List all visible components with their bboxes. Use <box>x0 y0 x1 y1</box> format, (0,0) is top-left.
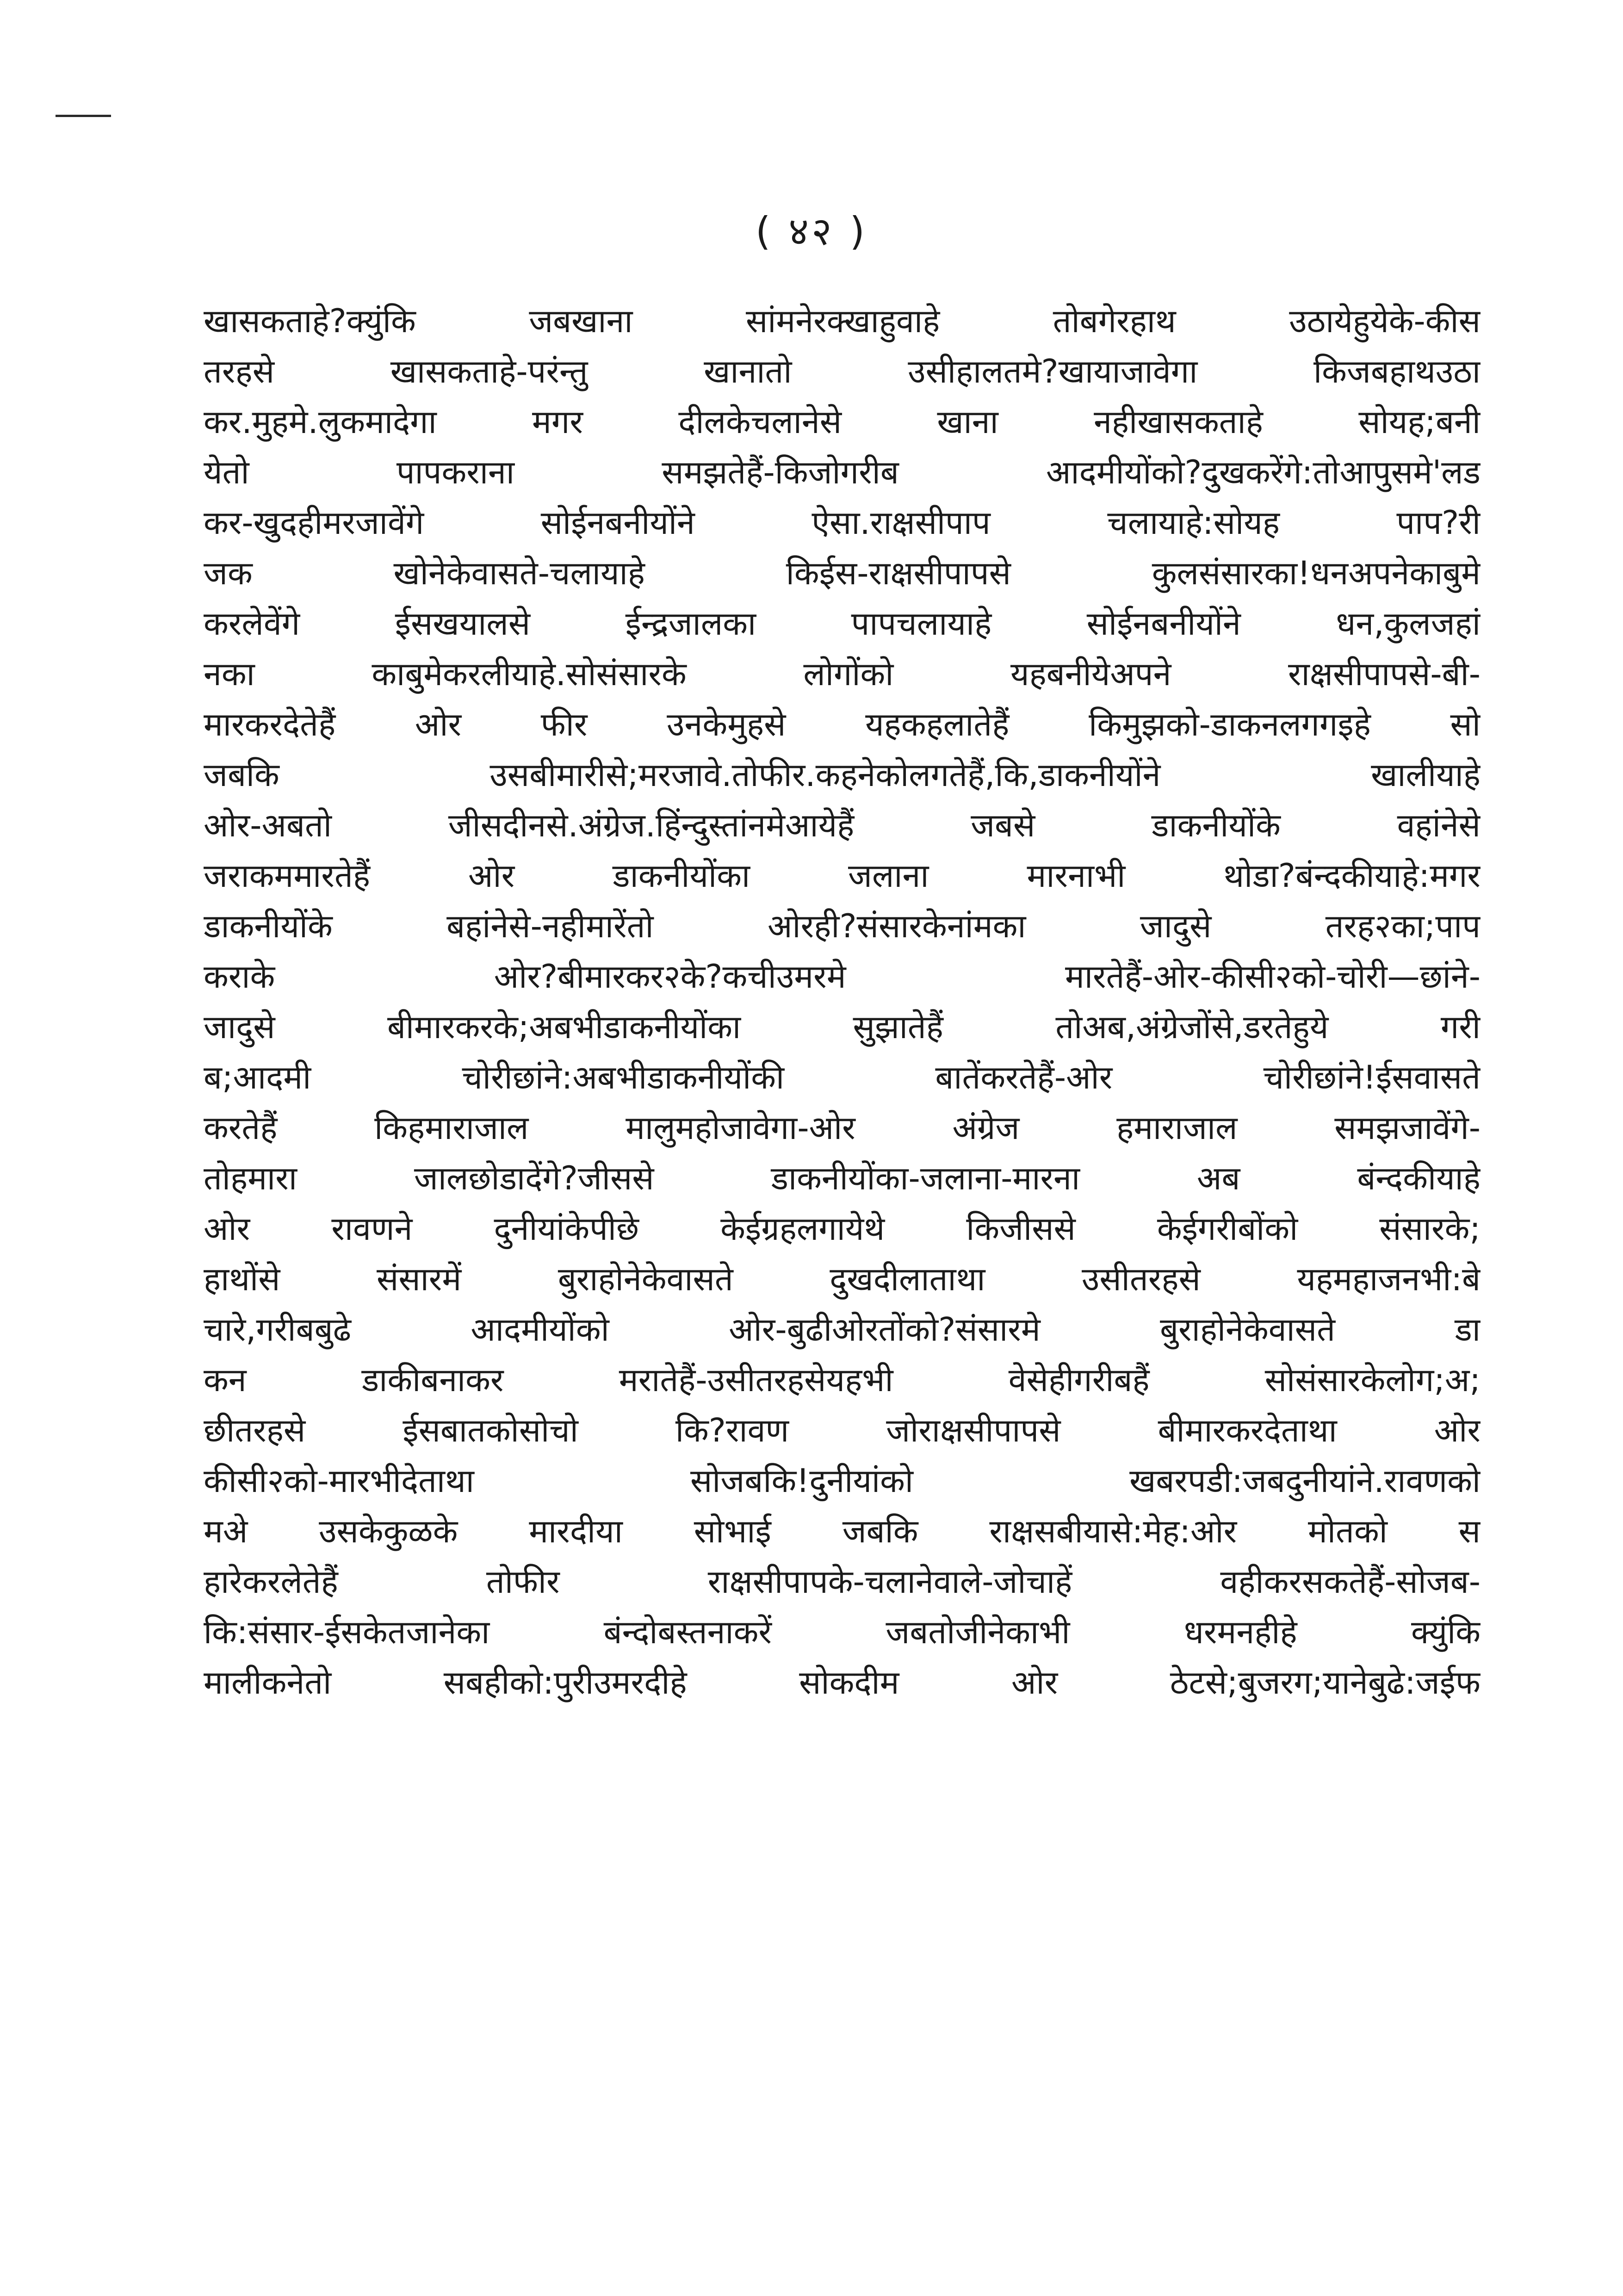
text-line: छीतरहसे ईसबातकोसोचो कि?रावण जोराक्षसीपापसे बीमारकरदेताथा ओर <box>204 1411 1481 1449</box>
text-line: जक खोनेकेवासते-चलायाहे किईस-राक्षसीपापसे कुलसंसारका!धनअपनेकाबुमे <box>204 554 1481 592</box>
text-line: कन डाकीबनाकर मरातेहैं-उसीतरहसेयहभी वेसेहीगरीबहैं सोसंसारकेलोग;अ; <box>204 1361 1481 1399</box>
text-line: मारकरदेतेहैं ओर फीर उनकेमुहसे यहकहलातेहैं किमुझको-डाकनलगगइहे सो <box>204 706 1481 743</box>
text-line: चारे,गरीबबुढे आदमीयोंको ओर-बुढीओरतोंको?संसारमे बुराहोनेकेवासते डा <box>204 1311 1481 1349</box>
text-line: ब;आदमी चोरीछांने:अबभीडाकनीयोंकी बातेंकरतेहैं-ओर चोरीछांने!ईसवासते <box>204 1058 1481 1096</box>
text-line: कीसी२को-मारभीदेताथा सोजबकि!दुनीयांको खबरपडी:जबदुनीयांने.रावणको <box>204 1462 1481 1500</box>
text-line: तरहसे खासकताहे-परंन्तु खानातो उसीहालतमे?खायाजावेगा किजबहाथउठा <box>204 353 1481 390</box>
text-line: ओर रावणने दुनीयांकेपीछे केईग्रहलगायेथे किजीससे केईगरीबोंको संसारके; <box>204 1210 1481 1248</box>
text-line: कर.मुहमे.लुकमादेगा मगर दीलकेचलानेसे खाना नहीखासकताहे सोयह;बनी <box>204 403 1481 441</box>
text-line: हारेकरलेतेहैं तोफीर राक्षसीपापके-चलानेवाले-जोचाहें वहीकरसकतेहैं-सोजब- <box>204 1563 1481 1601</box>
text-line: करतेहैं किहमाराजाल मालुमहोजावेगा-ओर अंग्रेज हमाराजाल समझजावेंगे- <box>204 1109 1481 1147</box>
text-line: हाथोंसे संसारमें बुराहोनेकेवासते दुखदीलाताथा उसीतरहसे यहमहाजनभी:बे <box>204 1260 1481 1298</box>
text-line: ओर-अबतो जीसदीनसे.अंग्रेज.हिंन्दुस्तांनमेआयेहैं जबसे डाकनीयोंके वहांनेसे <box>204 806 1481 844</box>
text-line: येतो पापकराना समझतेहैं-किजोगरीब आदमीयोंको?दुखकरेंगे:तोआपुसमे'लड <box>204 453 1481 491</box>
text-line: करलेवेंगे ईसखयालसे ईन्द्रजालका पापचलायाहे सोईनबनीयोंने धन,कुलजहां <box>204 605 1481 643</box>
text-line: जबकि उसबीमारीसे;मरजावे.तोफीर.कहनेकोलगतेहैं,कि,डाकनीयोंने खालीयाहे <box>204 756 1481 794</box>
text-line: जादुसे बीमारकरके;अबभीडाकनीयोंका सुझातेहैं तोअब,अंग्रेजोंसे,डरतेहुये गरी <box>204 1008 1481 1046</box>
text-line: तोहमारा जालछोडादेंगे?जीससे डाकनीयोंका-जलाना-मारना अब बंन्दकीयाहे <box>204 1159 1481 1197</box>
text-line: नका काबुमेकरलीयाहे.सोसंसारके लोगोंको यहबनीयेअपने राक्षसीपापसे-बी- <box>204 655 1481 693</box>
page-number: ( ४२ ) <box>755 209 868 254</box>
text-line: मालीकनेतो सबहीको:पुरीउमरदीहे सोकदीम ओर ठेटसे;बुजरग;यानेबुढे:जईफ <box>204 1664 1481 1702</box>
text-line: खासकताहे?क्युंकि जबखाना सांमनेरक्खाहुवाहे तोबगेरहाथ उठायेहुयेके-कीस <box>204 302 1481 340</box>
body-text <box>204 296 1481 1708</box>
text-line: डाकनीयोंके बहांनेसे-नहीमारेंतो ओरही?संसारकेनांमका जादुसे तरह२का;पाप <box>204 907 1481 945</box>
text-line: कर-खुदहीमरजावेंगे सोईनबनीयोंने ऐसा.राक्षसीपाप चलायाहे:सोयह पाप?री <box>204 504 1481 542</box>
text-line: कराके ओर?बीमारकर२के?कचीउमरमे मारतेहैं-ओर-कीसी२को-चोरी—छांने- <box>204 958 1481 996</box>
text-line: मअे उसकेकुळके मारदीया सोभाई जबकि राक्षसबीयासे:मेह:ओर मोतको स <box>204 1512 1481 1550</box>
text-line: जराकममारतेहैं ओर डाकनीयोंका जलाना मारनाभी थोडा?बंन्दकीयाहे:मगर <box>204 857 1481 895</box>
text-line: कि:संसार-ईसकेतजानेका बंन्दोबस्तनाकरें जबतोजीनेकाभी धरमनहीहे क्युंकि <box>204 1613 1481 1651</box>
